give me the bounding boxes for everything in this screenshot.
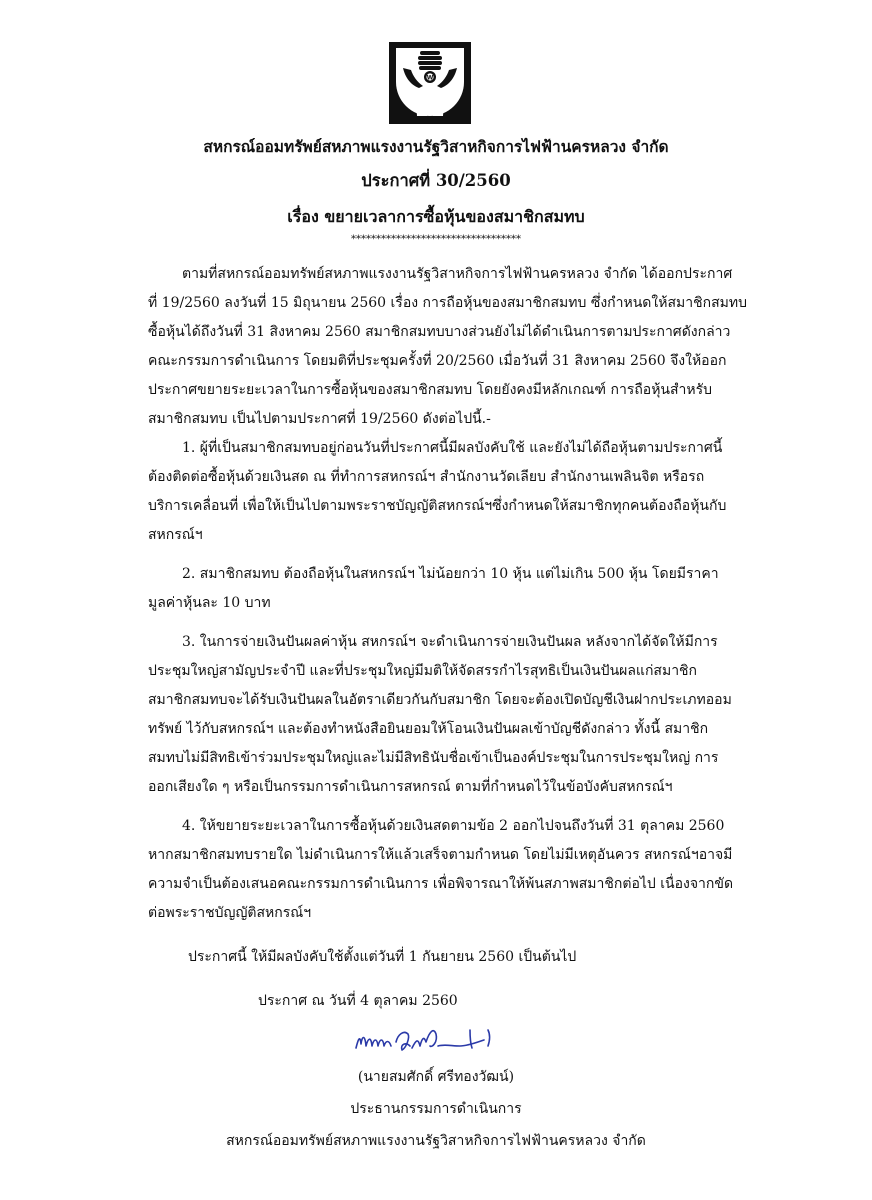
announcement-subject: เรื่อง ขยายเวลาการซื้อหุ้นของสมาชิกสมทบ bbox=[287, 207, 585, 226]
effective-date-line: ประกาศนี้ ให้มีผลบังคับใช้ตั้งแต่วันที่ 1 กันยายน 2560 เป็นต้นไป bbox=[188, 949, 577, 965]
clause-4-line: หากสมาชิกสมทบรายใด ไม่ดำเนินการให้แล้วเสร็จตามกำหนด โดยไม่มีเหตุอันควร สหกรณ์ฯอาจมี bbox=[148, 847, 733, 863]
handwritten-signature-icon bbox=[352, 1020, 502, 1060]
clause-3-line: สมทบไม่มีสิทธิเข้าร่วมประชุมใหญ่และไม่มีสิทธินับชื่อเข้าเป็นองค์ประชุมในการประชุมใหญ่ การ bbox=[148, 750, 719, 766]
intro-line: คณะกรรมการดำเนินการ โดยมติที่ประชุมครั้งที่ 20/2560 เมื่อวันที่ 31 สิงหาคม 2560 จึงให้ออก bbox=[148, 353, 727, 369]
signer-position: ประธานกรรมการดำเนินการ bbox=[350, 1101, 522, 1117]
announcement-number: ประกาศที่ 30/2560 bbox=[361, 171, 511, 190]
org-title: สหกรณ์ออมทรัพย์สหภาพแรงงานรัฐวิสาหกิจการไฟฟ้านครหลวง จำกัด bbox=[203, 137, 669, 156]
clause-1-line: ต้องติดต่อซื้อหุ้นด้วยเงินสด ณ ที่ทำการสหกรณ์ฯ สำนักงานวัดเลียบ สำนักงานเพลินจิต หรือรถ bbox=[148, 469, 705, 485]
clause-3-line: ทรัพย์ ไว้กับสหกรณ์ฯ และต้องทำหนังสือยินยอมให้โอนเงินปันผลเข้าบัญชีดังกล่าว ทั้งนี้ สมาชิก bbox=[148, 721, 709, 737]
clause-3-line: ออกเสียงใด ๆ หรือเป็นกรรมการดำเนินการสหกรณ์ ตามที่กำหนดไว้ในข้อบังคับสหกรณ์ฯ bbox=[148, 779, 673, 795]
clause-3-line: 3. ในการจ่ายเงินปันผลค่าหุ้น สหกรณ์ฯ จะดำเนินการจ่ายเงินปันผล หลังจากได้จัดให้มีการ bbox=[182, 634, 718, 650]
clause-4-line: ความจำเป็นต้องเสนอคณะกรรมการดำเนินการ เพื่อพิจารณาให้พ้นสภาพสมาชิกต่อไป เนื่องจากขัด bbox=[148, 876, 734, 892]
announcement-body bbox=[148, 260, 747, 928]
intro-line: ประกาศขยายระยะเวลาในการซื้อหุ้นของสมาชิกสมทบ โดยยังคงมีหลักเกณฑ์ การถือหุ้นสำหรับ bbox=[148, 382, 713, 398]
intro-line: ซื้อหุ้นได้ถึงวันที่ 31 สิงหาคม 2560 สมาชิกสมทบบางส่วนยังไม่ได้ดำเนินการตามประกาศดังกล่าว bbox=[148, 324, 731, 340]
clause-4-line: ต่อพระราชบัญญัติสหกรณ์ฯ bbox=[148, 905, 312, 921]
logo bbox=[389, 42, 471, 124]
clause-2-line: 2. สมาชิกสมทบ ต้องถือหุ้นในสหกรณ์ฯ ไม่น้อยกว่า 10 หุ้น แต่ไม่เกิน 500 หุ้น โดยมีราคา bbox=[182, 566, 719, 582]
signature bbox=[352, 1020, 502, 1060]
clause-3-line: ประชุมใหญ่สามัญประจำปี และที่ประชุมใหญ่มีมติให้จัดสรรกำไรสุทธิเป็นเงินปันผลแก่สมาชิก bbox=[148, 663, 698, 679]
intro-line: สมาชิกสมทบ เป็นไปตามประกาศที่ 19/2560 ดังต่อไปนี้.- bbox=[148, 411, 491, 427]
svg-text:W: W bbox=[426, 74, 434, 82]
signer-name: (นายสมศักดิ์ ศรีทองวัฒน์) bbox=[357, 1069, 515, 1085]
divider: ********************************** bbox=[351, 234, 521, 245]
clause-2-line: มูลค่าหุ้นละ 10 บาท bbox=[148, 595, 271, 611]
clause-4-line: 4. ให้ขยายระยะเวลาในการซื้อหุ้นด้วยเงินสดตามข้อ 2 ออกไปจนถึงวันที่ 31 ตุลาคม 2560 bbox=[182, 818, 725, 834]
cooperative-emblem-icon bbox=[389, 42, 471, 124]
intro-line: ตามที่สหกรณ์ออมทรัพย์สหภาพแรงงานรัฐวิสาหกิจการไฟฟ้านครหลวง จำกัด ได้ออกประกาศ bbox=[182, 266, 733, 282]
signer-organization: สหกรณ์ออมทรัพย์สหภาพแรงงานรัฐวิสาหกิจการไฟฟ้านครหลวง จำกัด bbox=[226, 1133, 646, 1149]
clause-1-line: บริการเคลื่อนที่ เพื่อให้เป็นไปตามพระราชบัญญัติสหกรณ์ฯซึ่งกำหนดให้สมาชิกทุกคนต้องถือหุ้นกับ bbox=[148, 498, 727, 514]
clause-3-line: สมาชิกสมทบจะได้รับเงินปันผลในอัตราเดียวกันกับสมาชิก โดยจะต้องเปิดบัญชีเงินฝากประเภทออม bbox=[148, 692, 732, 708]
clause-1-line: สหกรณ์ฯ bbox=[148, 527, 203, 543]
clause-1-line: 1. ผู้ที่เป็นสมาชิกสมทบอยู่ก่อนวันที่ประกาศนี้มีผลบังคับใช้ และยังไม่ได้ถือหุ้นตามประกาศนี้ bbox=[182, 440, 723, 456]
announcement-date: ประกาศ ณ วันที่ 4 ตุลาคม 2560 bbox=[258, 993, 458, 1009]
intro-line: ที่ 19/2560 ลงวันที่ 15 มิถุนายน 2560 เรื่อง การถือหุ้นของสมาชิกสมทบ ซึ่งกำหนดให้สมาชิกสมทบ bbox=[148, 295, 747, 311]
